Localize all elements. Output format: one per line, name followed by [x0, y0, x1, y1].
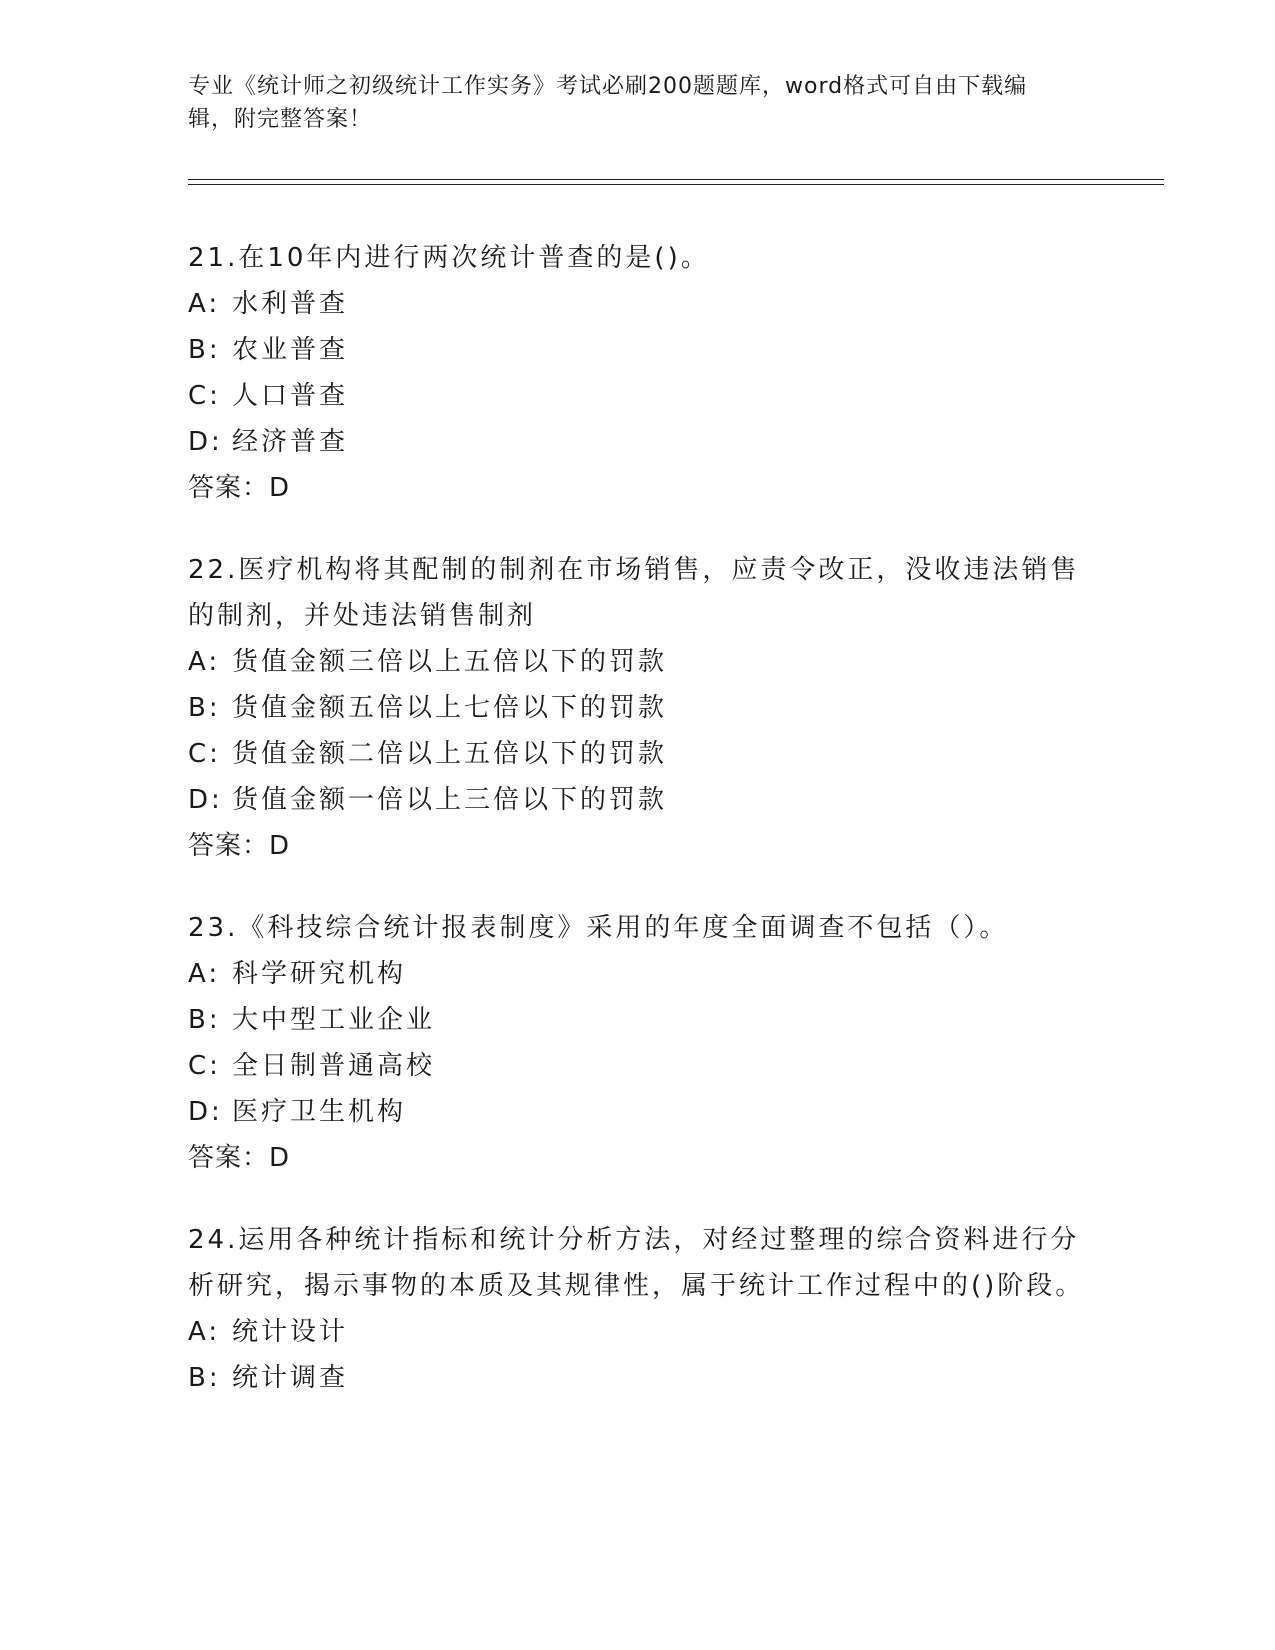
header-divider-bottom — [188, 184, 1164, 185]
option-b — [188, 1355, 1088, 1401]
header-divider-top — [188, 179, 1164, 180]
option-letter: D: — [188, 427, 223, 457]
option-text: 货值金额五倍以上七倍以下的罚款 — [232, 693, 668, 723]
option-letter: C: — [188, 739, 221, 769]
question-23 — [188, 905, 1088, 1181]
option-letter: A: — [188, 289, 221, 319]
option-letter: B: — [188, 335, 221, 365]
option-letter: C: — [188, 1051, 221, 1081]
option-d — [188, 1089, 1088, 1135]
question-stem: 22.医疗机构将其配制的制剂在市场销售，应责令改正，没收违法销售的制剂，并处违法销售制剂 — [188, 555, 1080, 631]
option-text: 货值金额三倍以上五倍以下的罚款 — [232, 647, 668, 677]
option-letter: A: — [188, 959, 221, 989]
option-letter: B: — [188, 1363, 221, 1393]
option-text: 科学研究机构 — [232, 959, 407, 989]
option-letter: C: — [188, 381, 221, 411]
question-stem: 24.运用各种统计指标和统计分析方法，对经过整理的综合资料进行分析研究，揭示事物的本质及其规律性，属于统计工作过程中的()阶段。 — [188, 1225, 1085, 1301]
option-text: 统计调查 — [232, 1363, 349, 1393]
answer-line: 答案：D — [188, 473, 291, 503]
option-text: 医疗卫生机构 — [232, 1097, 407, 1127]
document-intro: 专业《统计师之初级统计工作实务》考试必刷200题题库，word格式可自由下载编辑，附完整答案！ — [188, 74, 1028, 132]
question-stem: 23.《科技综合统计报表制度》采用的年度全面调查不包括（）。 — [188, 913, 1009, 943]
option-text: 水利普查 — [232, 289, 349, 319]
option-letter: B: — [188, 1005, 221, 1035]
option-a — [188, 639, 1088, 685]
option-text: 大中型工业企业 — [232, 1005, 436, 1035]
option-text: 货值金额二倍以上五倍以下的罚款 — [232, 739, 668, 769]
option-d — [188, 777, 1088, 823]
question-22 — [188, 547, 1088, 869]
option-text: 货值金额一倍以上三倍以下的罚款 — [232, 785, 668, 815]
option-a — [188, 281, 1088, 327]
option-c — [188, 1043, 1088, 1089]
question-24 — [188, 1217, 1088, 1401]
option-d — [188, 419, 1088, 465]
answer-line: 答案：D — [188, 831, 291, 861]
answer-line: 答案：D — [188, 1143, 291, 1173]
question-stem: 21.在10年内进行两次统计普查的是()。 — [188, 243, 710, 273]
option-b — [188, 685, 1088, 731]
option-text: 统计设计 — [232, 1317, 349, 1347]
option-text: 全日制普通高校 — [232, 1051, 436, 1081]
option-a — [188, 951, 1088, 997]
option-letter: B: — [188, 693, 221, 723]
question-21 — [188, 235, 1088, 511]
question-list — [188, 235, 1088, 1437]
option-text: 农业普查 — [232, 335, 349, 365]
option-letter: D: — [188, 785, 223, 815]
option-c — [188, 731, 1088, 777]
option-text: 人口普查 — [232, 381, 349, 411]
option-text: 经济普查 — [232, 427, 349, 457]
option-letter: A: — [188, 1317, 221, 1347]
option-c — [188, 373, 1088, 419]
option-letter: A: — [188, 647, 221, 677]
option-b — [188, 327, 1088, 373]
option-a — [188, 1309, 1088, 1355]
option-b — [188, 997, 1088, 1043]
option-letter: D: — [188, 1097, 223, 1127]
